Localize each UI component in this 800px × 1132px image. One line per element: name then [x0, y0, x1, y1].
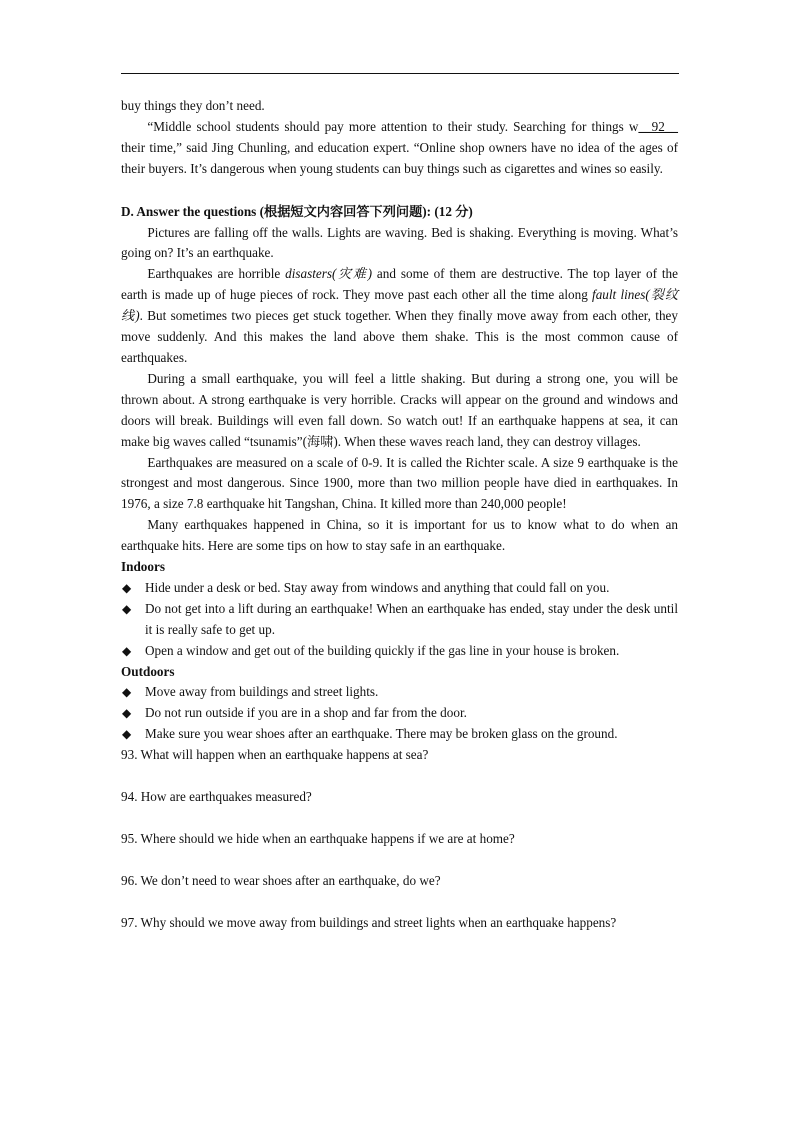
outdoors-tip — [121, 682, 678, 703]
outdoors-tip — [121, 724, 678, 745]
term-disasters: disasters(灾难) — [285, 266, 372, 282]
question-96: 96. We don’t need to wear shoes after an earthquake, do we? — [121, 872, 441, 888]
passage-paragraph-4: Earthquakes are measured on a scale of 0-9. It is called the Richter scale. A size 9 earthquake is the strongest and most dangerous. Since 1900, more than two million people have died in earthquakes. In 1976, a size 7.8 earthquake hit Tangshan, China. It killed more than 240,000 people! — [121, 454, 678, 512]
diamond-bullet-icon: ◆ — [122, 601, 132, 616]
p2-text-b: and some of them are destructive. The top layer of the earth is made up of huge pieces of rock. They move past each other all the time along — [121, 266, 678, 303]
outdoors-heading: Outdoors — [121, 663, 175, 679]
indoors-tip-text: Do not get into a lift during an earthquake! When an earthquake has ended, stay under the desk until it is really safe to get up. — [145, 600, 678, 637]
diamond-bullet-icon: ◆ — [122, 643, 132, 658]
diamond-bullet-icon: ◆ — [122, 706, 132, 721]
intro-text-before: “Middle school students should pay more attention to their study. Searching for things w — [147, 118, 639, 134]
diamond-bullet-icon: ◆ — [122, 727, 132, 742]
question-94: 94. How are earthquakes measured? — [121, 789, 312, 805]
indoors-tip — [121, 641, 678, 662]
passage-paragraph-3: During a small earthquake, you will feel a little shaking. But during a strong one, you will be thrown about. A strong earthquake is very horrible. Cracks will appear on the ground and windows and doors will break. Buildings will even fall down. So watch out! If an earthquake happens at sea, it can make big waves called “tsunamis”(海啸). When these waves reach land, they can destroy villages. — [121, 370, 678, 449]
passage-paragraph-2 — [121, 264, 678, 369]
indoors-tip — [121, 578, 678, 599]
blank-92: __92__ — [638, 118, 678, 134]
passage-paragraph-5: Many earthquakes happened in China, so it is important for us to know what to do when an earthquake hits. Here are some tips on how to stay safe in an earthquake. — [121, 517, 678, 554]
passage-paragraph-1: Pictures are falling off the walls. Lights are waving. Bed is shaking. Everything is moving. What’s going on? It’s an earthquake. — [121, 224, 678, 261]
question-97: 97. Why should we move away from buildings and street lights when an earthquake happens? — [121, 914, 617, 930]
indoors-tip — [121, 599, 678, 641]
outdoors-tip-text: Do not run outside if you are in a shop and far from the door. — [145, 705, 467, 721]
p2-text-c: . But sometimes two pieces get stuck together. When they finally move away from each other, they move suddenly. And this makes the land above them shake. This is the most common cause of earthquakes. — [121, 308, 678, 365]
p2-text-a: Earthquakes are horrible — [147, 266, 286, 282]
indoors-tip-text: Open a window and get out of the building quickly if the gas line in your house is broken. — [145, 642, 620, 658]
diamond-bullet-icon: ◆ — [122, 580, 132, 595]
outdoors-tip — [121, 703, 678, 724]
indoors-heading: Indoors — [121, 559, 165, 575]
section-spacer — [121, 180, 678, 202]
section-heading: D. Answer the questions (根据短文内容回答下列问题): (12 分) — [121, 203, 473, 219]
diamond-bullet-icon: ◆ — [122, 685, 132, 700]
answer-space[interactable] — [121, 766, 678, 787]
intro-paragraph — [121, 117, 678, 180]
term-fault-lines: fault lines(裂纹线) — [121, 287, 679, 324]
intro-text-after: their time,” said Jing Chunling, and education expert. “Online shop owners have no idea of the ages of their buyers. It’s dangerous when young students can buy things such as cigarettes and wines so easily. — [121, 139, 678, 176]
outdoors-tip-text: Make sure you wear shoes after an earthquake. There may be broken glass on the ground. — [145, 726, 618, 742]
question-95: 95. Where should we hide when an earthquake happens if we are at home? — [121, 831, 515, 846]
outdoors-tip-text: Move away from buildings and street lights. — [145, 684, 379, 700]
answer-space[interactable] — [121, 850, 678, 871]
question-93: 93. What will happen when an earthquake happens at sea? — [121, 747, 429, 763]
header-rule — [121, 73, 679, 74]
document-body — [121, 96, 678, 934]
intro-line: buy things they don’t need. — [121, 98, 265, 113]
answer-space[interactable] — [121, 808, 678, 829]
indoors-tip-text: Hide under a desk or bed. Stay away from windows and anything that could fall on you. — [145, 579, 610, 595]
answer-space[interactable] — [121, 892, 678, 913]
